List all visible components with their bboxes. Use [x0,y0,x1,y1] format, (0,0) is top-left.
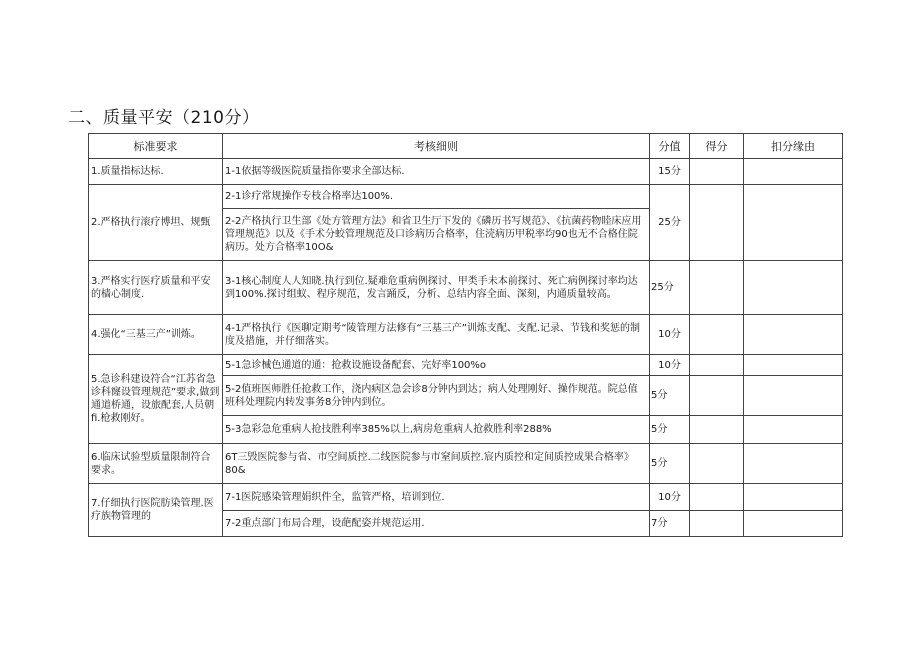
score-cell: 5分 [650,416,690,444]
requirement-cell: 2.严格执行滚疗博坦、规甄 [89,185,223,261]
requirement-cell: 6.临床试验型质量限制符合要求。 [89,444,223,484]
header-score: 分值 [650,134,690,159]
score-cell: 10分 [650,315,690,355]
obtained-cell [690,484,744,511]
detail-cell: 3-1核心制度人人知晓.执行到位.疑难危重病例探讨、甲类手未本前探讨、死亡病例探讨率均达到100%.探讨组蚁、程序规范，发言踊反，分析、总结内容全面、深刻，内通质量较高。 [223,261,650,315]
reason-cell [744,315,843,355]
obtained-cell [690,355,744,376]
requirement-cell: 4.强化“三基三产”训炼。 [89,315,223,355]
header-row [89,134,843,159]
detail-cell: 1-1依据等级医院质量指你要求全部达标. [223,159,650,185]
requirement-cell: 3.严格实行医疗质量和平安的樯心制度. [89,261,223,315]
reason-cell [744,416,843,444]
detail-cell: 2-2产格执行卫生部《处方管理方法》和省卫生厅下发的《磷历书写规范》、《抗菌药物睦床应用管理规范》以及《手术分蛟管理规范及口诊病历合格率，住涜病历甲税率均90也无不合格住院病历。处方合格率10O& [223,209,650,261]
quality-assessment-table [88,133,843,537]
reason-cell [744,355,843,376]
reason-cell [744,484,843,511]
detail-cell: 5-2值班医师胜任抢救工作，浇内病区急会诊8分钟内到达；病人处理刚好、操作规范。院总值班科处理院内转发事务8分钟内到位。 [223,376,650,416]
requirement-cell: 1.质量指标达标. [89,159,223,185]
obtained-cell [690,511,744,537]
detail-cell: 2-1诊疗常规操作专枝合格率达100%. [223,185,650,209]
header-requirement: 标准要求 [89,134,223,159]
header-deduction-reason: 扣分缘由 [744,134,843,159]
score-cell: 5分 [650,376,690,416]
table-row [89,315,843,355]
detail-cell: 7-2重点部门布局合理，设葩配姿并规范运用. [223,511,650,537]
detail-cell: 5-3急彩急危重病人抢技胜利率385%以上,病房危重病人抢救胜利率288% [223,416,650,444]
requirement-cell: 5.急诊科建设符合“江苏省急诊科窿设管理规范”要求,做到通道桥通，设旅配套,人员朝fi.枪救刚好。 [89,355,223,444]
score-cell: 5分 [650,444,690,484]
detail-cell: 6T三毁医院参与省、市空间质控.二线医院参与市窒间质控.宸内质控和定间质控成果合格率》80& [223,444,650,484]
score-cell: 25分 [650,261,690,315]
requirement-cell: 7.仔细执行医院肪染管理.医疗族物管理的 [89,484,223,537]
reason-cell [744,159,843,185]
obtained-cell [690,444,744,484]
table-row [89,159,843,185]
score-cell: 15分 [650,159,690,185]
reason-cell [744,444,843,484]
detail-cell: 4-1严格执行《医聊定期考“陵管理方法修有“三基三产”训炼支配、支配.记录、节钱和奖惩的制度及措施，并仔细落实。 [223,315,650,355]
table-row [89,185,843,209]
header-obtained: 得分 [690,134,744,159]
header-details: 考核细则 [223,134,650,159]
table-row [89,444,843,484]
detail-cell: 5-1急诊械色通道的通：抢救设施设备配套、完好率100%o [223,355,650,376]
score-cell: 10分 [650,355,690,376]
reason-cell [744,376,843,416]
obtained-cell [690,185,744,261]
obtained-cell [690,416,744,444]
score-cell: 7分 [650,511,690,537]
obtained-cell [690,315,744,355]
table-row [89,261,843,315]
reason-cell [744,261,843,315]
section-title: 二、质量平安（210分） [68,108,260,128]
detail-cell: 7-1医院感染管理娟织件全，监管严格，培训到位. [223,484,650,511]
table-row [89,484,843,511]
obtained-cell [690,376,744,416]
reason-cell [744,511,843,537]
reason-cell [744,185,843,261]
score-cell: 10分 [650,484,690,511]
score-cell: 25分 [650,185,690,261]
table-row [89,355,843,376]
obtained-cell [690,261,744,315]
obtained-cell [690,159,744,185]
